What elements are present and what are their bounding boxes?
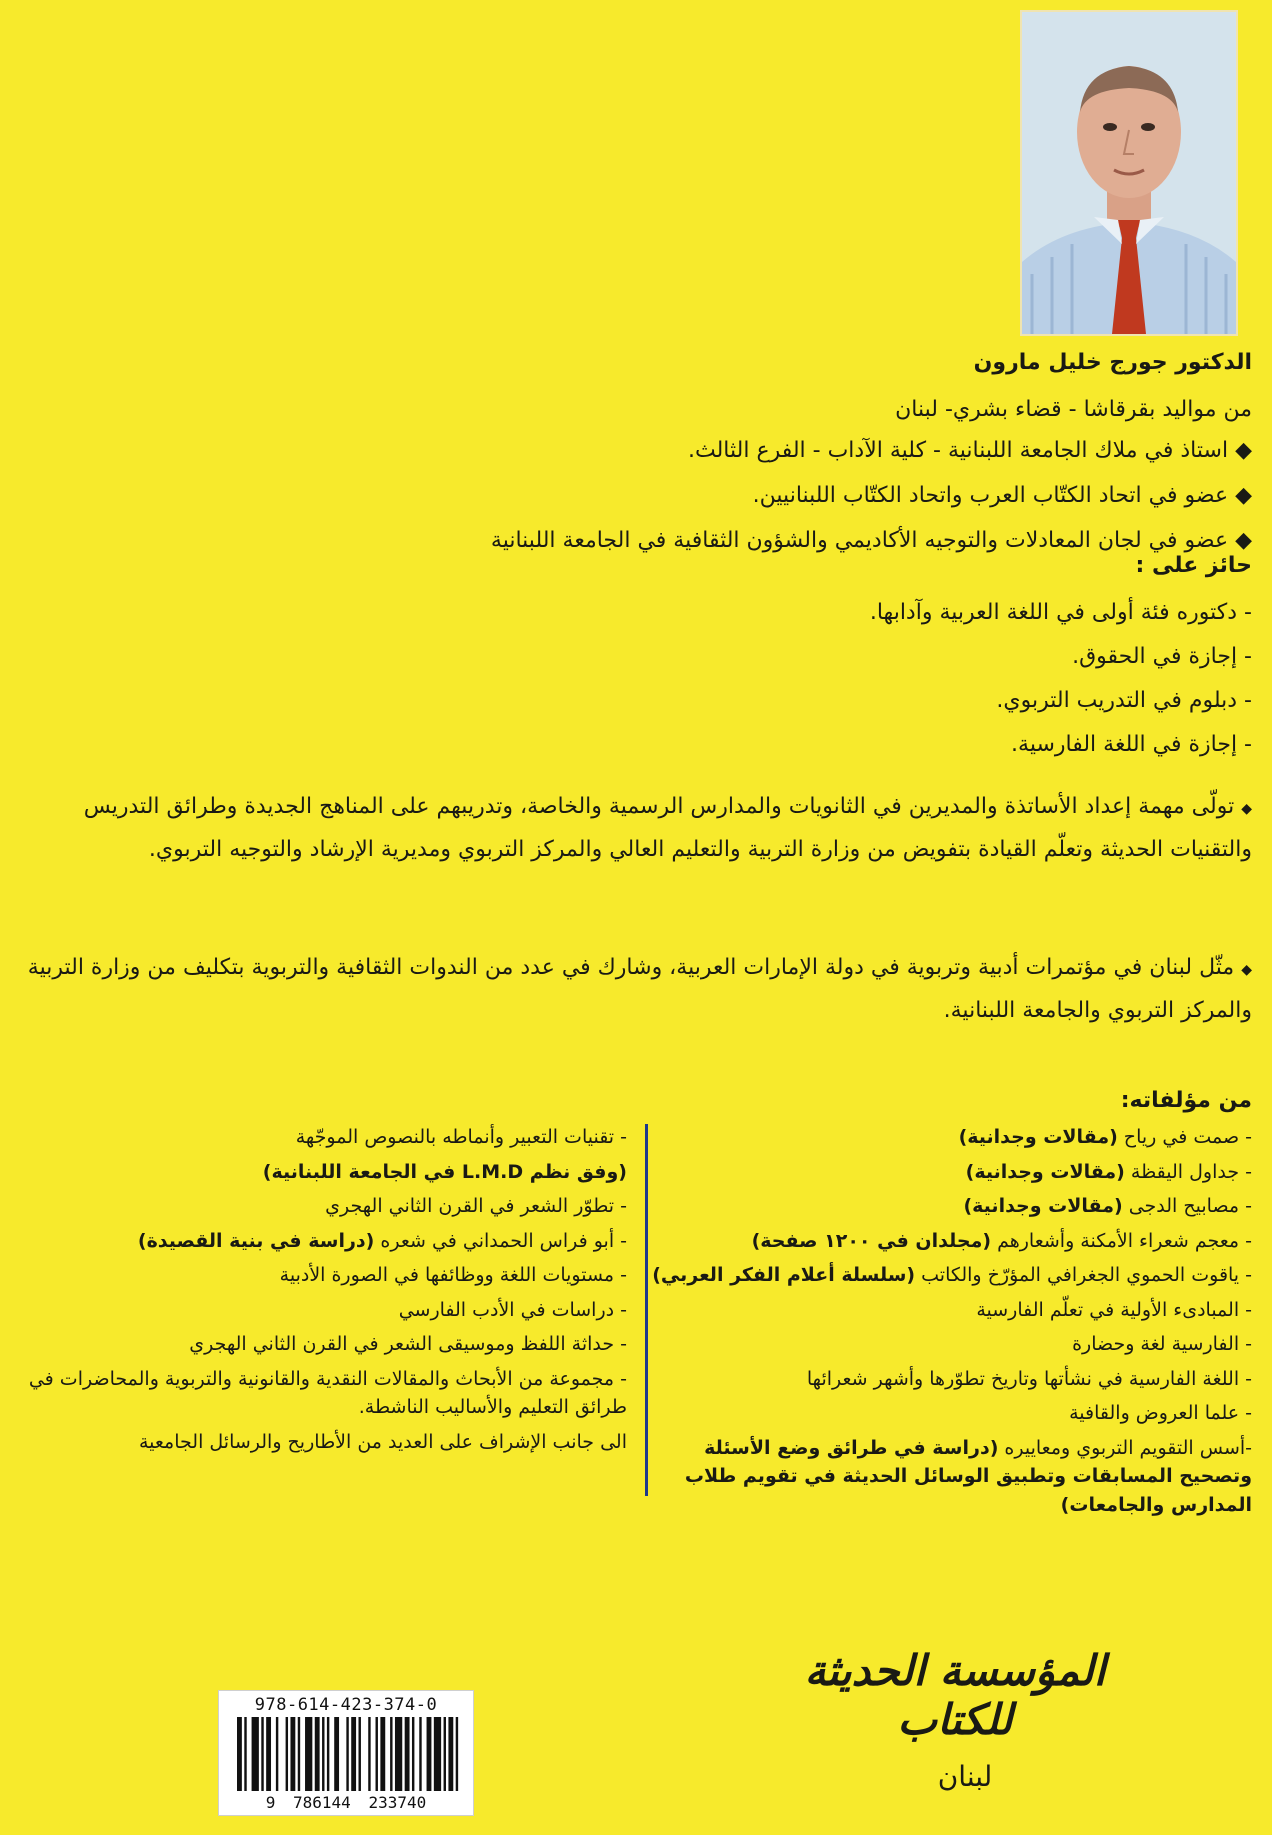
barcode-bar	[290, 1717, 295, 1791]
work-item: - أبو فراس الحمداني في شعره (دراسة في بنية القصيدة)	[137, 1229, 627, 1252]
publisher-logo: المؤسسة الحديثة للكتاب	[804, 1646, 1106, 1744]
barcode-bar	[346, 1717, 348, 1791]
works-column-right	[652, 1123, 1252, 1525]
barcode-bar	[322, 1717, 324, 1791]
work-item: - صمت في رياح (مقالات وجدانية)	[958, 1126, 1252, 1148]
work-item: - مجموعة من الأبحاث والمقالات النقدية والقانونية والتربوية والمحاضرات في طرائق التعليم والأساليب الناشطة.	[28, 1367, 627, 1418]
work-item: - معجم شعراء الأمكنة وأشعارهم (مجلدان في ١٢٠٠ صفحة)	[751, 1229, 1252, 1252]
diamond-bullet-icon: ◆	[1235, 482, 1252, 508]
barcode-digits: 9 786144 233740	[265, 1793, 427, 1812]
barcode-bar	[390, 1717, 392, 1791]
barcode-bar	[266, 1717, 271, 1791]
bio-paragraph-conferences: ◆ مثّل لبنان في مؤتمرات أدبية وتربوية في دولة الإمارات العربية، وشارك في عدد من الندوات الثقافية والتربوية بتكليف من وزارة التربية والمركز التربوي والجامعة اللبنانية.	[27, 955, 1252, 1023]
barcode-bar	[327, 1717, 329, 1791]
works-heading: من مؤلفاته:	[1120, 1088, 1252, 1113]
barcode-bar	[305, 1717, 312, 1791]
work-item: - تطوّر الشعر في القرن الثاني الهجري	[325, 1195, 627, 1217]
barcode-bar	[405, 1717, 410, 1791]
bio-bullet: ◆ عضو في اتحاد الكتّاب العرب واتحاد الكتّاب اللبنانيين.	[752, 482, 1252, 508]
barcode-bar	[334, 1717, 339, 1791]
work-item: - علما العروض والقافية	[1069, 1402, 1252, 1424]
bio-bullet: ◆ عضو في لجان المعادلات والتوجيه الأكاديمي والشؤون الثقافية في الجامعة اللبنانية	[490, 527, 1252, 553]
barcode-bar	[395, 1717, 402, 1791]
barcode-bar	[252, 1717, 259, 1791]
bio-bullet: ◆ استاذ في ملاك الجامعة اللبنانية - كلية الآداب - الفرع الثالث.	[688, 438, 1252, 463]
barcode-bar	[359, 1717, 361, 1791]
barcode-bar	[261, 1717, 263, 1791]
author-origin: من مواليد بقرقاشا - قضاء بشري- لبنان	[895, 397, 1252, 422]
degrees-heading: حائز على :	[1135, 553, 1252, 578]
barcode-bar	[444, 1717, 446, 1791]
barcode-bar	[448, 1717, 453, 1791]
work-item: - اللغة الفارسية في نشأتها وتاريخ تطوّرها وأشهر شعرائها	[806, 1367, 1252, 1390]
work-item: - دراسات في الأدب الفارسي	[398, 1298, 627, 1321]
barcode-bar	[351, 1717, 356, 1791]
diamond-bullet-icon: ◆	[1241, 962, 1252, 978]
work-item: - الفارسية لغة وحضارة	[1072, 1333, 1252, 1355]
works-column-left	[22, 1123, 627, 1462]
barcode-bar	[276, 1717, 278, 1791]
degree-item: - دبلوم في التدريب التربوي.	[996, 688, 1252, 713]
barcode-bar	[380, 1717, 385, 1791]
work-item: -أسس التقويم التربوي ومعاييره (دراسة في طرائق وضع الأسئلة وتصحيح المسابقات وتطبيق الوسائل الحديثة في تقويم طلاب المدارس والجامعات)	[684, 1436, 1252, 1516]
barcode-bar	[376, 1717, 378, 1791]
barcode-bar	[456, 1717, 458, 1791]
work-item: الى جانب الإشراف على العديد من الأطاريح والرسائل الجامعية	[138, 1430, 627, 1453]
barcode-bar	[427, 1717, 432, 1791]
barcode-bar	[286, 1717, 288, 1791]
diamond-bullet-icon: ◆	[1235, 527, 1252, 553]
bio-paragraph-training: ◆ تولّى مهمة إعداد الأساتذة والمديرين في الثانويات والمدارس الرسمية والخاصة، وتدريبهم على المناهج الجديدة وطرائق التدريس والتقنيات الحديثة وتعلّم القيادة بتفويض من وزارة التربية والتعليم العالي والمركز التربوي ومديرية الإرشاد والتوجيه التربوي.	[83, 794, 1252, 862]
publisher-city: لبنان	[937, 1760, 993, 1793]
diamond-bullet-icon: ◆	[1235, 438, 1252, 463]
work-item: - ياقوت الحموي الجغرافي المؤرّخ والكاتب (سلسلة أعلام الفكر العربي)	[652, 1264, 1252, 1286]
work-item: - تقنيات التعبير وأنماطه بالنصوص الموجّهة	[295, 1126, 627, 1148]
degrees-list	[352, 596, 1252, 772]
work-item: - مستويات اللغة ووظائفها في الصورة الأدبية	[279, 1264, 627, 1286]
barcode-bar	[244, 1717, 246, 1791]
isbn-number: 978-614-423-374-0	[254, 1695, 438, 1715]
work-item: - حداثة اللفظ وموسيقى الشعر في القرن الثاني الهجري	[189, 1333, 627, 1355]
barcode-bar	[412, 1717, 414, 1791]
author-photo	[1020, 10, 1238, 336]
work-item: (وفق نظم L.M.D في الجامعة اللبنانية)	[262, 1160, 627, 1183]
column-divider	[645, 1124, 648, 1496]
isbn-barcode	[218, 1690, 474, 1816]
barcode-bar	[434, 1717, 441, 1791]
barcode-bar	[419, 1717, 421, 1791]
barcode-bar	[237, 1717, 242, 1791]
author-portrait-image	[1022, 12, 1236, 334]
barcode-bars	[237, 1717, 463, 1791]
degree-item: - إجازة في الحقوق.	[1072, 644, 1252, 669]
work-item: - مصابيح الدجى (مقالات وجدانية)	[963, 1195, 1252, 1217]
barcode-bar	[368, 1717, 370, 1791]
degree-item: - دكتوره فئة أولى في اللغة العربية وآدابها.	[869, 600, 1252, 625]
author-name: الدكتور جورج خليل مارون	[973, 350, 1252, 375]
barcode-bar	[315, 1717, 320, 1791]
work-item: - المبادىء الأولية في تعلّم الفارسية	[976, 1298, 1252, 1321]
bio-bullets	[12, 436, 1252, 570]
degree-item: - إجازة في اللغة الفارسية.	[1011, 732, 1252, 757]
barcode-bar	[298, 1717, 300, 1791]
work-item: - جداول اليقظة (مقالات وجدانية)	[965, 1160, 1252, 1183]
diamond-bullet-icon: ◆	[1241, 801, 1252, 817]
